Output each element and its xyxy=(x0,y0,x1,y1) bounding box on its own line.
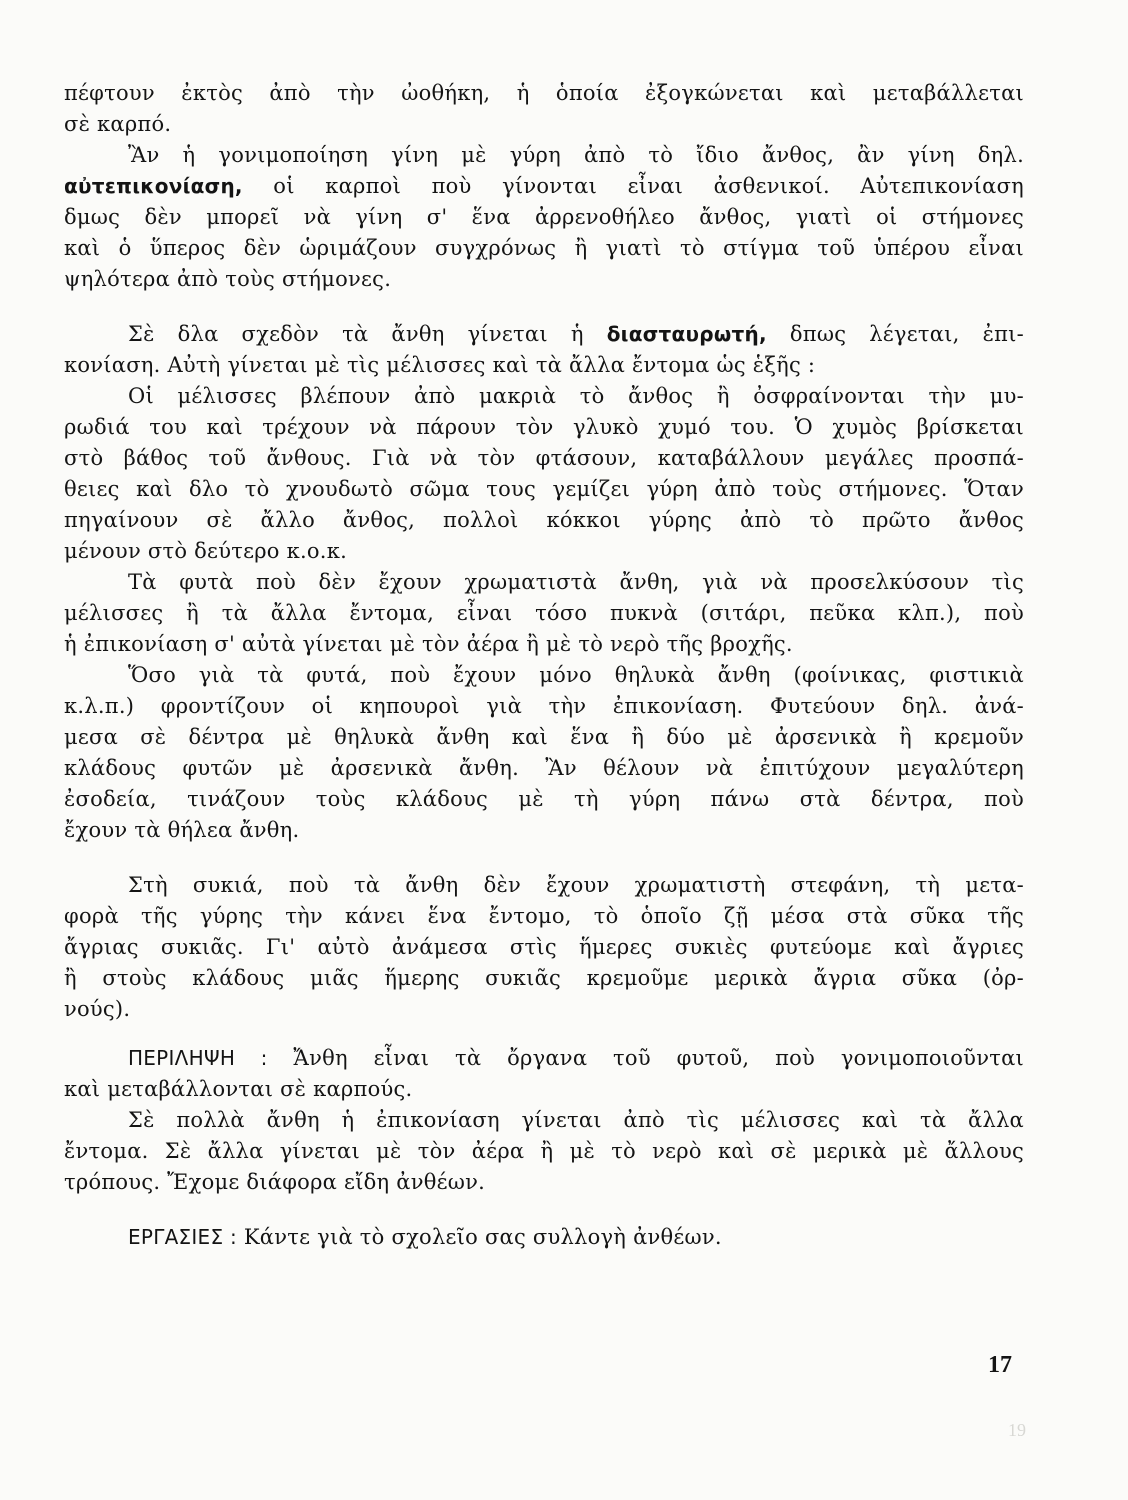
tasks-label: ΕΡΓΑΣΙΕΣ : xyxy=(128,1225,237,1249)
body-text xyxy=(64,78,1024,1253)
text-line: ἢ στοὺς κλάδους μιᾶς ἥμερης συκιᾶς κρεμοῦμε μερικὰ ἄγρια σῦκα (ὀρ- xyxy=(64,966,1024,990)
text-line: Οἱ μέλισσες βλέπουν ἀπὸ μακριὰ τὸ ἄνθος ἢ ὀσφραίνονται τὴν μυ- xyxy=(128,384,1024,408)
text-line: ρωδιά του καὶ τρέχουν νὰ πάρουν τὸν γλυκὸ χυμό του. Ὁ χυμὸς βρίσκεται xyxy=(64,415,1024,439)
text-line: πηγαίνουν σὲ ἄλλο ἄνθος, πολλοὶ κόκκοι γύρης ἀπὸ τὸ πρῶτο ἄνθος xyxy=(64,508,1024,532)
text-line: Τὰ φυτὰ ποὺ δὲν ἔχουν χρωματιστὰ ἄνθη, γιὰ νὰ προσελκύσουν τὶς xyxy=(128,570,1024,594)
text-line: Ἂν ἡ γονιμοποίηση γίνη μὲ γύρη ἀπὸ τὸ ἴδιο ἄνθος, ἂν γίνη δηλ. xyxy=(128,143,1024,167)
text-line: ἡ ἐπικονίαση σ' αὐτὰ γίνεται μὲ τὸν ἀέρα ἢ μὲ τὸ νερὸ τῆς βροχῆς. xyxy=(64,632,793,656)
summary-label: ΠΕΡΙΛΗΨΗ : xyxy=(128,1046,268,1070)
text-line: αὐτεπικονίαση, οἱ καρποὶ ποὺ γίνονται εἶναι ἀσθενικοί. Αὐτεπικονίαση xyxy=(64,174,1024,198)
text-line: ἔντομα. Σὲ ἄλλα γίνεται μὲ τὸν ἀέρα ἢ μὲ τὸ νερὸ καὶ σὲ μερικὰ μὲ ἄλλους xyxy=(64,1139,1024,1163)
text-line: Ὅσο γιὰ τὰ φυτά, ποὺ ἔχουν μόνο θηλυκὰ ἄνθη (φοίνικας, φιστικιὰ xyxy=(128,663,1024,687)
text-line: φορὰ τῆς γύρης τὴν κάνει ἕνα ἔντομο, τὸ ὁποῖο ζῇ μέσα στὰ σῦκα τῆς xyxy=(64,904,1024,928)
text-line: καὶ μεταβάλλονται σὲ καρπούς. xyxy=(64,1077,413,1101)
text-line: καὶ ὁ ὕπερος δὲν ὡριμάζουν συγχρόνως ἢ γιατὶ τὸ στίγμα τοῦ ὑπέρου εἶναι xyxy=(64,236,1024,260)
text-line: κ.λ.π.) φροντίζουν οἱ κηπουροὶ γιὰ τὴν ἐπικονίαση. Φυτεύουν δηλ. ἀνά- xyxy=(64,694,1024,718)
page-number: 17 xyxy=(988,1352,1012,1378)
text-line: δμως δὲν μπορεῖ νὰ γίνη σ' ἕνα ἀρρενοθήλεο ἄνθος, γιατὶ οἱ στήμονες xyxy=(64,205,1024,229)
text-line: Σὲ δλα σχεδὸν τὰ ἄνθη γίνεται ἡ διασταυρωτή, δπως λέγεται, ἐπι- xyxy=(128,322,1024,346)
text-line: ψηλότερα ἀπὸ τοὺς στήμονες. xyxy=(64,267,392,291)
bold-term: αὐτεπικονίαση, xyxy=(64,174,243,198)
text-line: σὲ καρπό. xyxy=(64,112,172,136)
text-line: πέφτουν ἐκτὸς ἀπὸ τὴν ὠοθήκη, ἡ ὁποία ἐξογκώνεται καὶ μεταβάλλεται xyxy=(64,81,1024,105)
text-line: μέλισσες ἢ τὰ ἄλλα ἔντομα, εἶναι τόσο πυκνὰ (σιτάρι, πεῦκα κλπ.), ποὺ xyxy=(64,601,1024,625)
text-line: θειες καὶ δλο τὸ χνουδωτὸ σῶμα τους γεμίζει γύρη ἀπὸ τοὺς στήμονες. Ὅταν xyxy=(64,477,1024,501)
text-line: στὸ βάθος τοῦ ἄνθους. Γιὰ νὰ τὸν φτάσουν, καταβάλλουν μεγάλες προσπά- xyxy=(64,446,1024,470)
text-line: μένουν στὸ δεύτερο κ.ο.κ. xyxy=(64,539,348,563)
bold-term: διασταυρωτή, xyxy=(606,322,767,346)
text-line: Σὲ πολλὰ ἄνθη ἡ ἐπικονίαση γίνεται ἀπὸ τὶς μέλισσες καὶ τὰ ἄλλα xyxy=(128,1108,1024,1132)
text-line: κλάδους φυτῶν μὲ ἀρσενικὰ ἄνθη. Ἂν θέλουν νὰ ἐπιτύχουν μεγαλύτερη xyxy=(64,756,1024,780)
summary-line: ΠΕΡΙΛΗΨΗ : Ἄνθη εἶναι τὰ ὄργανα τοῦ φυτοῦ, ποὺ γονιμοποιοῦνται xyxy=(128,1046,1025,1070)
tasks-line: ΕΡΓΑΣΙΕΣ : Κάντε γιὰ τὸ σχολεῖο σας συλλογὴ ἀνθέων. xyxy=(128,1225,722,1249)
show-through-page-number: 19 xyxy=(1008,1420,1026,1440)
text-line: ἄγριας συκιᾶς. Γι' αὐτὸ ἀνάμεσα στὶς ἥμερες συκιὲς φυτεύομε καὶ ἄγριες xyxy=(64,935,1024,959)
text-line: τρόπους. Ἔχομε διάφορα εἴδη ἀνθέων. xyxy=(64,1170,486,1194)
text-line: μεσα σὲ δέντρα μὲ θηλυκὰ ἄνθη καὶ ἕνα ἢ δύο μὲ ἀρσενικὰ ἢ κρεμοῦν xyxy=(64,725,1024,749)
text-line: ἔχουν τὰ θήλεα ἄνθη. xyxy=(64,818,300,842)
text-line: ἐσοδεία, τινάζουν τοὺς κλάδους μὲ τὴ γύρη πάνω στὰ δέντρα, ποὺ xyxy=(64,787,1024,811)
text-line: Στὴ συκιά, ποὺ τὰ ἄνθη δὲν ἔχουν χρωματιστὴ στεφάνη, τὴ μετα- xyxy=(128,873,1024,897)
text-line: νούς). xyxy=(64,997,131,1021)
text-line: κονίαση. Αὐτὴ γίνεται μὲ τὶς μέλισσες καὶ τὰ ἄλλα ἔντομα ὡς ἑξῆς : xyxy=(64,353,816,377)
